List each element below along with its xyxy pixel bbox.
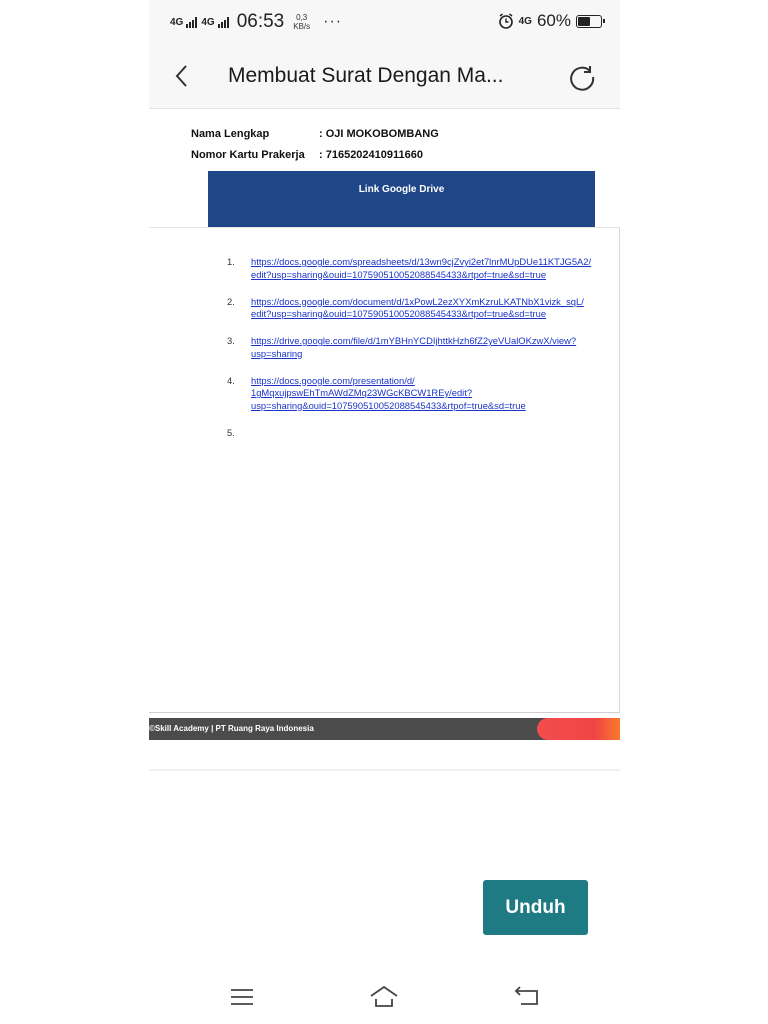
link-item	[227, 375, 619, 413]
drive-link[interactable]: https://docs.google.com/spreadsheets/d/13wn9cjZvyi2et7lnrMUpDUe11KTJG5A2/ edit?usp=sharing&ouid=107590510052088545433&rtpof=true&sd=true	[251, 256, 592, 280]
link-item	[227, 256, 619, 281]
footer-accent	[537, 718, 620, 740]
card-number-label: Nomor Kartu Prakerja	[191, 148, 305, 161]
download-button[interactable]: Unduh	[483, 880, 588, 935]
signal-bars-icon-2	[218, 17, 230, 28]
battery-percent: 60%	[536, 11, 571, 30]
name-label: Nama Lengkap	[191, 127, 270, 140]
status-bar	[149, 0, 620, 44]
battery-fill	[578, 17, 590, 26]
certificate-document	[149, 109, 620, 769]
signal-icon-1: 4G	[170, 16, 184, 28]
signal-bars-icon	[186, 17, 198, 28]
divider	[149, 769, 620, 771]
participant-info	[191, 123, 439, 165]
link-number: 3.	[227, 335, 235, 346]
link-number: 1.	[227, 256, 235, 267]
drive-link[interactable]: https://docs.google.com/document/d/1xPowL2ezXYXmKzruLKATNbX1vizk_sqL/ edit?usp=sharing&ouid=107590510052088545433&rtpof=true&sd=true	[251, 295, 584, 319]
section-banner: Link Google Drive	[208, 171, 595, 227]
back-nav-icon[interactable]	[513, 984, 543, 1010]
page-title: Membuat Surat Dengan Ma...	[228, 64, 504, 87]
drive-link[interactable]: https://docs.google.com/presentation/d/ 1gMqxujpswEhTmAWdZMq23WGcKBCW1REy/edit? usp=sharing&ouid=107590510052088545433&rtpof=true&sd=true	[251, 374, 526, 411]
document-footer	[149, 718, 620, 740]
link-number: 2.	[227, 295, 235, 307]
refresh-icon[interactable]	[568, 63, 596, 91]
back-arrow-icon[interactable]	[169, 62, 195, 90]
menu-icon[interactable]	[227, 984, 257, 1010]
network-speed: 0,3 KB/s	[293, 13, 311, 31]
clock: 06:53	[236, 11, 285, 32]
home-icon[interactable]	[369, 984, 399, 1010]
links-card	[149, 227, 620, 713]
alarm-icon	[498, 13, 514, 29]
name-value: : OJI MOKOBOMBANG	[319, 127, 439, 140]
link-item	[227, 335, 619, 360]
link-number: 4.	[227, 374, 235, 386]
link-number: 5.	[227, 426, 235, 438]
system-nav-bar	[149, 976, 620, 1020]
link-item	[227, 427, 619, 440]
battery-icon	[576, 15, 602, 28]
link-item	[227, 296, 619, 321]
drive-link[interactable]: https://drive.google.com/file/d/1mYBHnYCDIjhttkHzh6fZ2yeVUalOKzwX/view? usp=sharing	[251, 335, 577, 359]
card-number-value: : 7165202410911660	[319, 148, 423, 161]
footer-text: ©Skill Academy | PT Ruang Raya Indonesia	[149, 724, 314, 733]
more-notifications-icon: ···	[323, 13, 343, 30]
lte-icon: 4G	[518, 15, 532, 27]
phone-screen	[149, 0, 620, 1024]
app-header	[149, 44, 620, 109]
drive-links-list	[227, 256, 619, 454]
signal-icon-2: 4G	[201, 16, 215, 28]
